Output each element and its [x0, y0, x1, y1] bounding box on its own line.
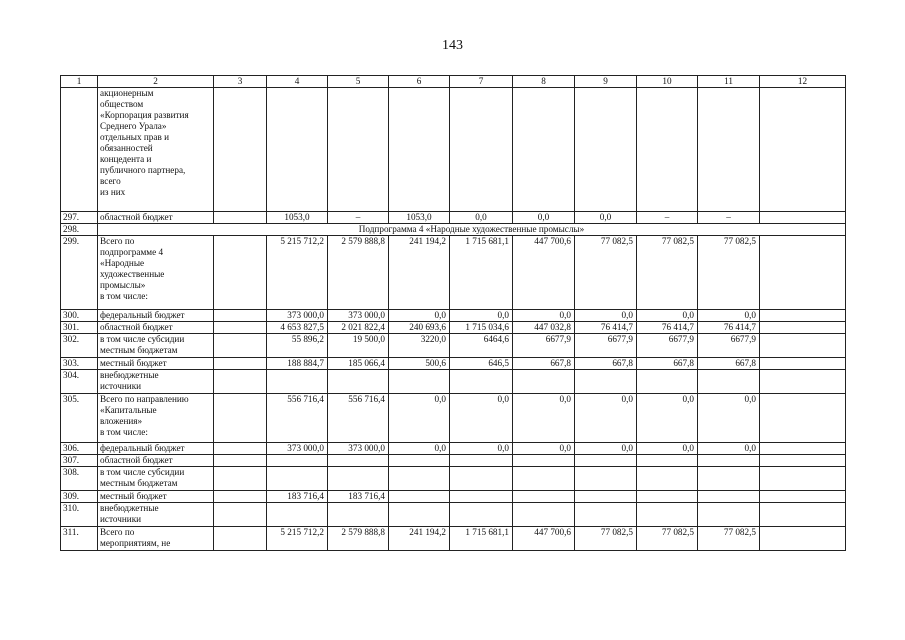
value-cell: –: [328, 212, 389, 224]
value-cell: [513, 88, 575, 212]
executor-cell: [214, 236, 267, 310]
value-cell: [637, 491, 698, 503]
value-cell: 183 716,4: [267, 491, 328, 503]
value-cell: 55 896,2: [267, 334, 328, 358]
value-cell: [760, 88, 846, 212]
value-cell: 0,0: [637, 310, 698, 322]
executor-cell: [214, 334, 267, 358]
value-cell: 1 715 034,6: [450, 322, 513, 334]
executor-cell: [214, 212, 267, 224]
value-cell: [575, 455, 637, 467]
value-cell: [760, 394, 846, 443]
table-row: [61, 503, 846, 527]
value-cell: [760, 467, 846, 491]
value-cell: [450, 467, 513, 491]
value-cell: 0,0: [698, 310, 760, 322]
row-label: местный бюджет: [100, 491, 167, 501]
value-cell: 646,5: [450, 358, 513, 370]
column-header: 2: [98, 76, 214, 88]
budget-table: [60, 75, 846, 551]
row-number: 297.: [61, 212, 98, 224]
value-cell: [450, 503, 513, 527]
row-label: областной бюджет: [100, 212, 173, 222]
row-label-cell: [98, 503, 214, 527]
value-cell: 185 066,4: [328, 358, 389, 370]
executor-cell: [214, 527, 267, 551]
value-cell: 373 000,0: [267, 310, 328, 322]
executor-cell: [214, 491, 267, 503]
row-label: областной бюджет: [100, 455, 173, 465]
row-label: внебюджетные источники: [100, 503, 159, 524]
row-number: 309.: [61, 491, 98, 503]
value-cell: 667,8: [575, 358, 637, 370]
row-label-cell: [98, 358, 214, 370]
value-cell: [450, 491, 513, 503]
row-label-cell: [98, 322, 214, 334]
subprogram-title: Подпрограмма 4 «Народные художественные промыслы»: [98, 224, 846, 236]
value-cell: [698, 491, 760, 503]
row-label-cell: [98, 236, 214, 310]
value-cell: 447 700,6: [513, 527, 575, 551]
row-number: 304.: [61, 370, 98, 394]
column-header: 8: [513, 76, 575, 88]
table-row: [61, 310, 846, 322]
value-cell: [267, 88, 328, 212]
value-cell: [760, 443, 846, 455]
executor-cell: [214, 310, 267, 322]
row-label-cell: [98, 212, 214, 224]
value-cell: 77 082,5: [698, 236, 760, 310]
value-cell: [328, 88, 389, 212]
row-label-cell: [98, 527, 214, 551]
row-label-cell: [98, 370, 214, 394]
row-number: 308.: [61, 467, 98, 491]
value-cell: 0,0: [513, 310, 575, 322]
value-cell: 0,0: [513, 443, 575, 455]
value-cell: 0,0: [637, 394, 698, 443]
executor-cell: [214, 467, 267, 491]
table-row: [61, 212, 846, 224]
table-row: [61, 322, 846, 334]
value-cell: [637, 370, 698, 394]
value-cell: [267, 455, 328, 467]
value-cell: [267, 467, 328, 491]
value-cell: 1053,0: [389, 212, 450, 224]
value-cell: [575, 503, 637, 527]
value-cell: 0,0: [513, 394, 575, 443]
value-cell: 6464,6: [450, 334, 513, 358]
value-cell: [513, 467, 575, 491]
value-cell: [575, 88, 637, 212]
value-cell: 373 000,0: [328, 310, 389, 322]
column-header: 1: [61, 76, 98, 88]
value-cell: [513, 503, 575, 527]
row-label: Всего по подпрограмме 4 «Народные художественные промыслы» в том числе:: [100, 236, 165, 301]
table-row: [61, 370, 846, 394]
row-number: 307.: [61, 455, 98, 467]
value-cell: [389, 491, 450, 503]
value-cell: 76 414,7: [698, 322, 760, 334]
row-label: в том числе субсидии местным бюджетам: [100, 334, 185, 355]
value-cell: [760, 358, 846, 370]
value-cell: [698, 88, 760, 212]
table-row: [61, 358, 846, 370]
column-header-row: [61, 76, 846, 88]
value-cell: 240 693,6: [389, 322, 450, 334]
table-row: [61, 527, 846, 551]
value-cell: 556 716,4: [328, 394, 389, 443]
value-cell: [760, 455, 846, 467]
row-label-cell: [98, 443, 214, 455]
value-cell: [389, 88, 450, 212]
row-number: 306.: [61, 443, 98, 455]
value-cell: [760, 527, 846, 551]
row-label-cell: [98, 467, 214, 491]
value-cell: 4 653 827,5: [267, 322, 328, 334]
value-cell: [760, 370, 846, 394]
value-cell: 373 000,0: [267, 443, 328, 455]
value-cell: [698, 503, 760, 527]
value-cell: 2 579 888,8: [328, 527, 389, 551]
value-cell: 0,0: [575, 394, 637, 443]
value-cell: 0,0: [575, 212, 637, 224]
value-cell: 77 082,5: [637, 527, 698, 551]
value-cell: 447 032,8: [513, 322, 575, 334]
value-cell: [760, 503, 846, 527]
value-cell: 76 414,7: [637, 322, 698, 334]
row-label: акционерным обществом «Корпорация развития Среднего Урала» отдельных прав и обязанностей концедента и публичного партнера, всего из них: [100, 88, 189, 197]
row-label: федеральный бюджет: [100, 310, 185, 320]
row-label-cell: [98, 88, 214, 212]
value-cell: 0,0: [389, 310, 450, 322]
value-cell: [575, 370, 637, 394]
value-cell: 1 715 681,1: [450, 236, 513, 310]
value-cell: [637, 88, 698, 212]
value-cell: 0,0: [450, 212, 513, 224]
value-cell: [513, 370, 575, 394]
executor-cell: [214, 370, 267, 394]
row-number: 299.: [61, 236, 98, 310]
table-body: [61, 76, 846, 551]
value-cell: 667,8: [513, 358, 575, 370]
value-cell: [450, 88, 513, 212]
row-number: 301.: [61, 322, 98, 334]
value-cell: [389, 455, 450, 467]
row-label: Всего по направлению «Капитальные вложения» в том числе:: [100, 394, 189, 437]
value-cell: 5 215 712,2: [267, 527, 328, 551]
value-cell: 77 082,5: [637, 236, 698, 310]
row-label: Всего по мероприятиям, не: [100, 527, 171, 548]
value-cell: 19 500,0: [328, 334, 389, 358]
value-cell: [389, 370, 450, 394]
row-number: 311.: [61, 527, 98, 551]
value-cell: [328, 455, 389, 467]
value-cell: [698, 455, 760, 467]
value-cell: [389, 503, 450, 527]
value-cell: [637, 455, 698, 467]
column-header: 10: [637, 76, 698, 88]
value-cell: [698, 370, 760, 394]
row-number: 302.: [61, 334, 98, 358]
row-number: 310.: [61, 503, 98, 527]
value-cell: 6677,9: [513, 334, 575, 358]
value-cell: 3220,0: [389, 334, 450, 358]
row-number: 300.: [61, 310, 98, 322]
value-cell: [760, 322, 846, 334]
column-header: 11: [698, 76, 760, 88]
value-cell: 183 716,4: [328, 491, 389, 503]
value-cell: [760, 310, 846, 322]
column-header: 7: [450, 76, 513, 88]
table-row: [61, 491, 846, 503]
value-cell: 0,0: [450, 394, 513, 443]
row-number: [61, 88, 98, 212]
table-row: [61, 443, 846, 455]
value-cell: 5 215 712,2: [267, 236, 328, 310]
value-cell: [760, 491, 846, 503]
row-number: 305.: [61, 394, 98, 443]
column-header: 12: [760, 76, 846, 88]
value-cell: [637, 467, 698, 491]
value-cell: 0,0: [450, 443, 513, 455]
table-row: [61, 224, 846, 236]
value-cell: 373 000,0: [328, 443, 389, 455]
value-cell: [450, 370, 513, 394]
table-row: [61, 236, 846, 310]
value-cell: 6677,9: [698, 334, 760, 358]
value-cell: [267, 503, 328, 527]
value-cell: 76 414,7: [575, 322, 637, 334]
executor-cell: [214, 358, 267, 370]
value-cell: 2 579 888,8: [328, 236, 389, 310]
value-cell: [637, 503, 698, 527]
value-cell: 556 716,4: [267, 394, 328, 443]
row-label: федеральный бюджет: [100, 443, 185, 453]
value-cell: [328, 503, 389, 527]
value-cell: [760, 236, 846, 310]
column-header: 6: [389, 76, 450, 88]
value-cell: [389, 467, 450, 491]
value-cell: 77 082,5: [698, 527, 760, 551]
value-cell: [513, 491, 575, 503]
value-cell: 447 700,6: [513, 236, 575, 310]
row-number: 303.: [61, 358, 98, 370]
executor-cell: [214, 503, 267, 527]
value-cell: [575, 467, 637, 491]
column-header: 5: [328, 76, 389, 88]
value-cell: 0,0: [575, 310, 637, 322]
table-row: [61, 455, 846, 467]
value-cell: 500,6: [389, 358, 450, 370]
column-header: 4: [267, 76, 328, 88]
value-cell: [575, 491, 637, 503]
table-row: [61, 394, 846, 443]
value-cell: [328, 370, 389, 394]
executor-cell: [214, 322, 267, 334]
value-cell: 0,0: [389, 443, 450, 455]
column-header: 3: [214, 76, 267, 88]
value-cell: 188 884,7: [267, 358, 328, 370]
table-row: [61, 334, 846, 358]
row-label: внебюджетные источники: [100, 370, 159, 391]
value-cell: 2 021 822,4: [328, 322, 389, 334]
column-header: 9: [575, 76, 637, 88]
value-cell: [698, 467, 760, 491]
value-cell: 1 715 681,1: [450, 527, 513, 551]
row-label-cell: [98, 491, 214, 503]
value-cell: [760, 334, 846, 358]
value-cell: 0,0: [698, 394, 760, 443]
executor-cell: [214, 455, 267, 467]
value-cell: 6677,9: [637, 334, 698, 358]
value-cell: 77 082,5: [575, 236, 637, 310]
value-cell: 667,8: [698, 358, 760, 370]
value-cell: [513, 455, 575, 467]
row-label-cell: [98, 310, 214, 322]
table-row: [61, 467, 846, 491]
executor-cell: [214, 88, 267, 212]
value-cell: 241 194,2: [389, 236, 450, 310]
value-cell: –: [698, 212, 760, 224]
value-cell: 667,8: [637, 358, 698, 370]
row-label: областной бюджет: [100, 322, 173, 332]
value-cell: 241 194,2: [389, 527, 450, 551]
value-cell: [760, 212, 846, 224]
executor-cell: [214, 443, 267, 455]
value-cell: 0,0: [389, 394, 450, 443]
page-number: 143: [442, 38, 463, 53]
row-number: 298.: [61, 224, 98, 236]
value-cell: 6677,9: [575, 334, 637, 358]
value-cell: [328, 467, 389, 491]
executor-cell: [214, 394, 267, 443]
table-row: [61, 88, 846, 212]
row-label-cell: [98, 334, 214, 358]
value-cell: 77 082,5: [575, 527, 637, 551]
row-label: местный бюджет: [100, 358, 167, 368]
value-cell: 0,0: [637, 443, 698, 455]
value-cell: [267, 370, 328, 394]
value-cell: –: [637, 212, 698, 224]
value-cell: 0,0: [575, 443, 637, 455]
row-label-cell: [98, 455, 214, 467]
row-label-cell: [98, 394, 214, 443]
row-label: в том числе субсидии местным бюджетам: [100, 467, 185, 488]
value-cell: 0,0: [698, 443, 760, 455]
value-cell: [450, 455, 513, 467]
value-cell: 1053,0: [267, 212, 328, 224]
value-cell: 0,0: [513, 212, 575, 224]
value-cell: 0,0: [450, 310, 513, 322]
